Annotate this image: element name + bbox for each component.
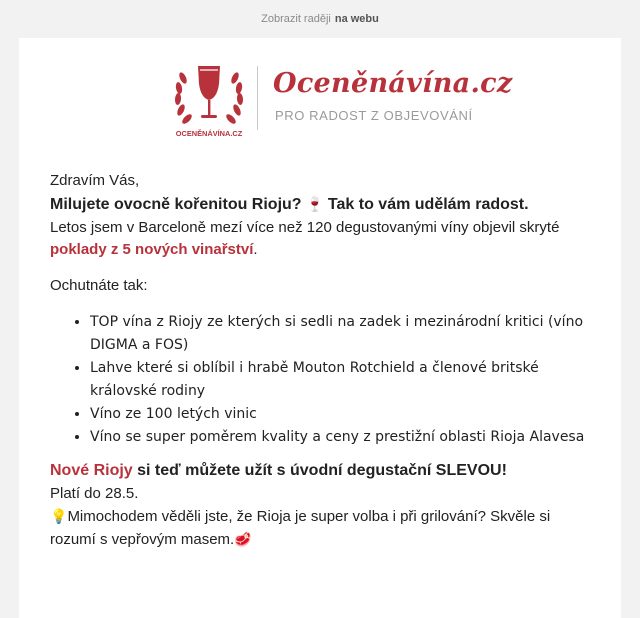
headline — [50, 192, 600, 217]
headline-answer: Tak to vám udělám radost. — [327, 196, 529, 213]
offer-highlight-link[interactable]: Nové Riojy — [50, 462, 133, 479]
light-bulb-icon: 💡 — [50, 508, 68, 524]
intro-text: Letos jsem v Barceloně mezí více než 120 degustovanými víny objevil skryté — [50, 219, 560, 236]
brand-emblem-icon[interactable] — [169, 58, 249, 142]
offer-text: si teď můžete užít s úvodní degustační SLEVOU! — [137, 462, 507, 479]
greeting: Zdravím Vás, — [50, 172, 140, 189]
intro-end: . — [253, 241, 258, 258]
tip-paragraph — [50, 505, 600, 551]
logo-divider — [257, 66, 258, 130]
list-item: • Lahve které si oblíbil i hrabě Mouton Rotchield a členové britské královské rodiny — [90, 357, 600, 403]
list-item: • Víno ze 100 letých vinic — [90, 403, 600, 426]
brand-emblem-text: OCENĚNÁVÍNA.CZ — [175, 129, 243, 138]
valid-until: Platí do 28.5. — [50, 485, 139, 502]
wine-glass-icon: 🍷 — [306, 196, 324, 212]
headline-question: Milujete ovocně kořenitou Rioju? — [50, 196, 302, 213]
taste-label: Ochutnáte tak: — [50, 277, 148, 294]
benefit-list — [50, 311, 600, 449]
brand-tagline: PRO RADOST Z OBJEVOVÁNÍ — [275, 108, 473, 123]
email-body — [50, 170, 600, 551]
view-in-browser-link[interactable]: na webu — [334, 13, 379, 25]
steak-icon: 🥩 — [234, 531, 252, 547]
brand-header — [19, 52, 621, 142]
view-in-browser-prefix: Zobrazit raději — [261, 13, 331, 25]
list-item: • Víno se super poměrem kvality a ceny z prestižní oblasti Rioja Alavesa — [90, 426, 600, 449]
intro-highlight-link[interactable]: poklady z 5 nových vinařství — [50, 241, 254, 258]
view-in-browser-bar — [0, 0, 640, 38]
tip-text: Mimochodem věděli jste, že Rioja je super volba i při grilování? Skvěle si rozumí s vepřovým masem. — [50, 508, 551, 548]
email-card — [19, 38, 621, 618]
list-item: • TOP vína z Riojy ze kterých si sedli na zadek i mezinárodní kritici (víno DIGMA a FOS) — [90, 311, 600, 357]
intro-paragraph — [50, 217, 600, 261]
offer-headline — [50, 459, 600, 483]
brand-name[interactable]: Oceněnávína.cz — [273, 68, 513, 99]
